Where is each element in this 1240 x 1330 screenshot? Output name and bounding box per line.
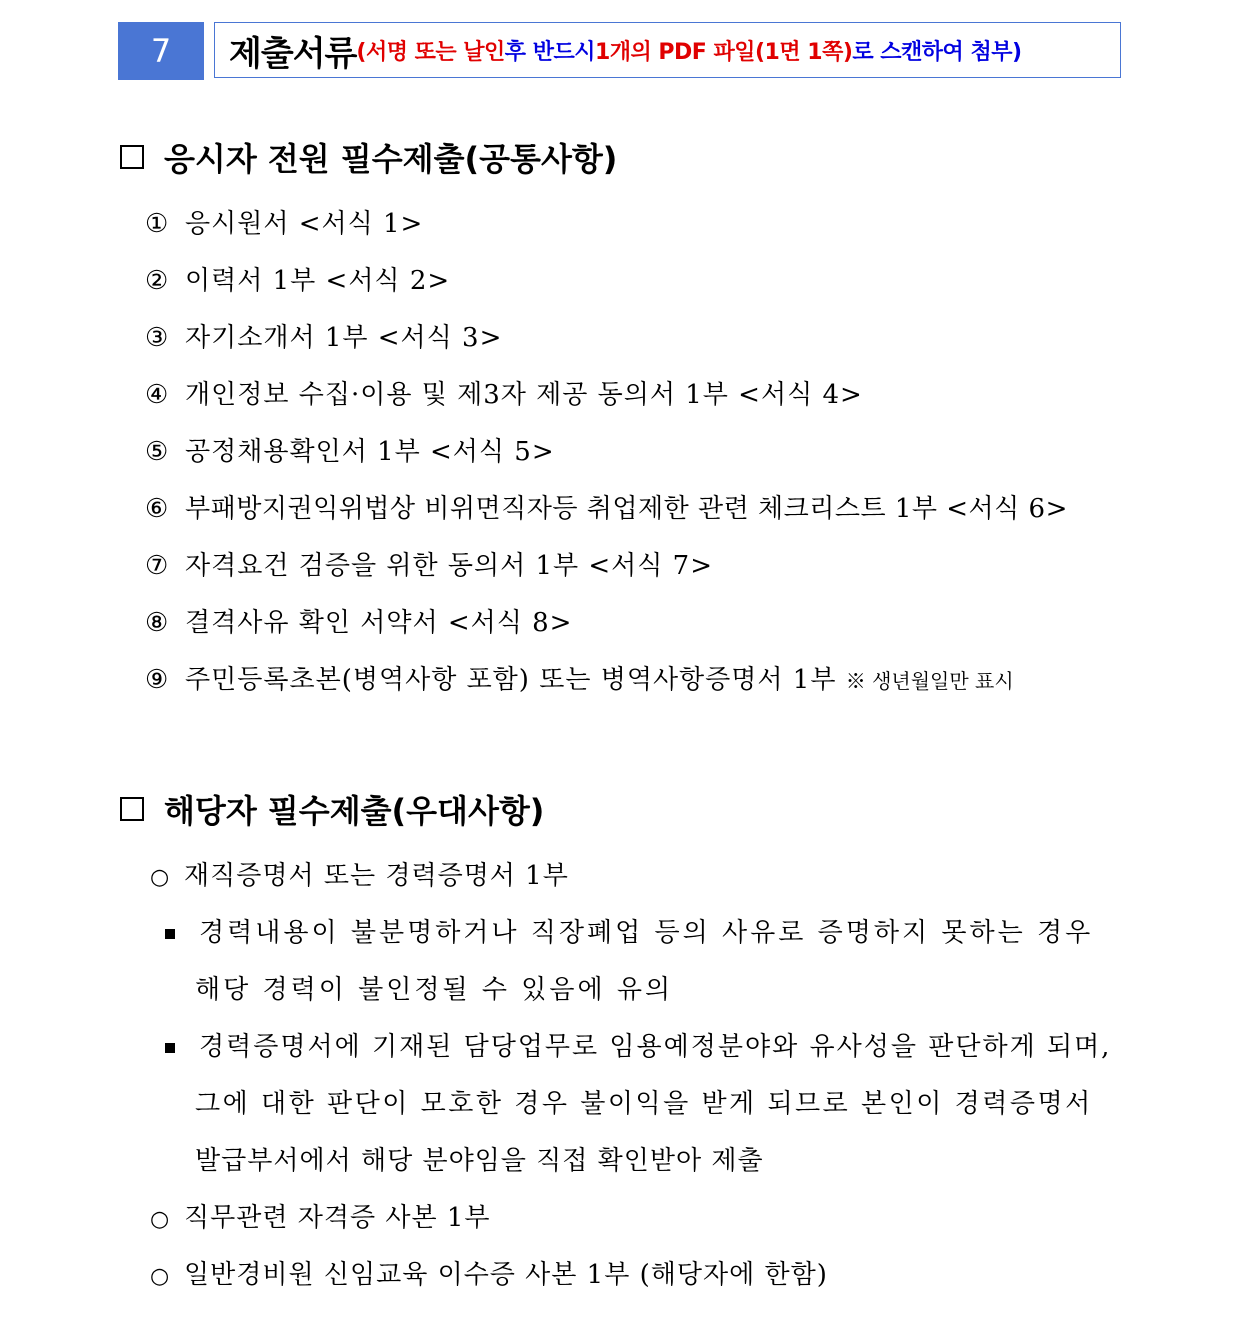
- list-item: [150, 1254, 828, 1291]
- sub-item: [165, 912, 1093, 949]
- list-item: [145, 602, 572, 639]
- section1-heading: 응시자 전원 필수제출(공통사항): [164, 140, 618, 178]
- list-item: [145, 659, 1014, 696]
- title-note-red-2: 1개의 PDF 파일(1면 1쪽): [594, 39, 853, 65]
- item-number: ⑦: [145, 551, 170, 581]
- sub-item-continuation: [195, 1140, 764, 1177]
- sub-item-continuation: [195, 969, 673, 1006]
- circle-bullet-icon: ○: [150, 865, 171, 890]
- sub-item-continuation: [195, 1083, 1093, 1120]
- section2-heading-row: [120, 786, 544, 832]
- list-item: [150, 1197, 491, 1234]
- item-text: 이력서 1부 <서식 2>: [185, 266, 451, 296]
- sub-item-text: 경력내용이 불분명하거나 직장폐업 등의 사유로 증명하지 못하는 경우: [199, 918, 1094, 948]
- item-text: 재직증명서 또는 경력증명서 1부: [184, 861, 569, 891]
- circle-bullet-icon: ○: [150, 1264, 171, 1289]
- item-number: ①: [145, 209, 170, 239]
- section-header: [118, 22, 1123, 80]
- item-number: ④: [145, 380, 170, 410]
- sub-item: [165, 1026, 1111, 1063]
- item-text: 결격사유 확인 서약서 <서식 8>: [185, 608, 573, 638]
- list-item: [150, 855, 569, 892]
- section-number: 7: [150, 32, 172, 70]
- list-item: [145, 260, 450, 297]
- section1-heading-row: [120, 134, 617, 180]
- list-item: [145, 203, 423, 240]
- item-text: 부패방지권익위법상 비위면직자등 취업제한 관련 체크리스트 1부 <서식 6>: [185, 494, 1068, 524]
- list-item: [145, 317, 502, 354]
- item-text: 자격요건 검증을 위한 동의서 1부 <서식 7>: [185, 551, 713, 581]
- item-text: 자기소개서 1부 <서식 3>: [185, 323, 503, 353]
- item-number: ⑧: [145, 608, 170, 638]
- title-note-blue-1: 후 반드시: [504, 39, 595, 65]
- item-number: ②: [145, 266, 170, 296]
- checkbox-icon: [120, 797, 144, 821]
- section2-heading: 해당자 필수제출(우대사항): [164, 792, 545, 830]
- list-item: [145, 545, 713, 582]
- circle-bullet-icon: ○: [150, 1207, 171, 1232]
- title-note-red-1: (서명 또는 날인: [356, 39, 505, 65]
- sub-item-text: 그에 대한 판단이 모호한 경우 불이익을 받게 되므로 본인이 경력증명서: [195, 1089, 1093, 1119]
- item-number: ⑤: [145, 437, 170, 467]
- item-number: ⑨: [145, 665, 170, 695]
- item-note: ※ 생년월일만 표시: [845, 669, 1014, 693]
- section-title: 제출서류: [229, 33, 357, 74]
- square-bullet-icon: [165, 1043, 175, 1053]
- item-number: ⑥: [145, 494, 169, 524]
- item-text: 개인정보 수집·이용 및 제3자 제공 동의서 1부 <서식 4>: [185, 380, 863, 410]
- list-item: [145, 431, 555, 468]
- item-text: 일반경비원 신임교육 이수증 사본 1부 (해당자에 한함): [184, 1260, 828, 1290]
- item-number: ③: [145, 323, 170, 353]
- checkbox-icon: [120, 145, 144, 169]
- sub-item-text: 해당 경력이 불인정될 수 있음에 유의: [195, 975, 674, 1005]
- list-item: [145, 488, 1068, 525]
- item-text: 응시원서 <서식 1>: [185, 209, 424, 239]
- title-note-blue-2: 로 스캔하여 첨부): [852, 39, 1022, 65]
- section-title-box: [214, 22, 1121, 78]
- section-number-badge: [118, 22, 204, 80]
- sub-item-text: 경력증명서에 기재된 담당업무로 임용예정분야와 유사성을 판단하게 되며,: [199, 1032, 1112, 1062]
- list-item: [145, 374, 863, 411]
- item-text: 주민등록초본(병역사항 포함) 또는 병역사항증명서 1부: [185, 665, 837, 695]
- item-text: 직무관련 자격증 사본 1부: [184, 1203, 491, 1233]
- sub-item-text: 발급부서에서 해당 분야임을 직접 확인받아 제출: [195, 1146, 764, 1176]
- square-bullet-icon: [165, 929, 175, 939]
- item-text: 공정채용확인서 1부 <서식 5>: [185, 437, 555, 467]
